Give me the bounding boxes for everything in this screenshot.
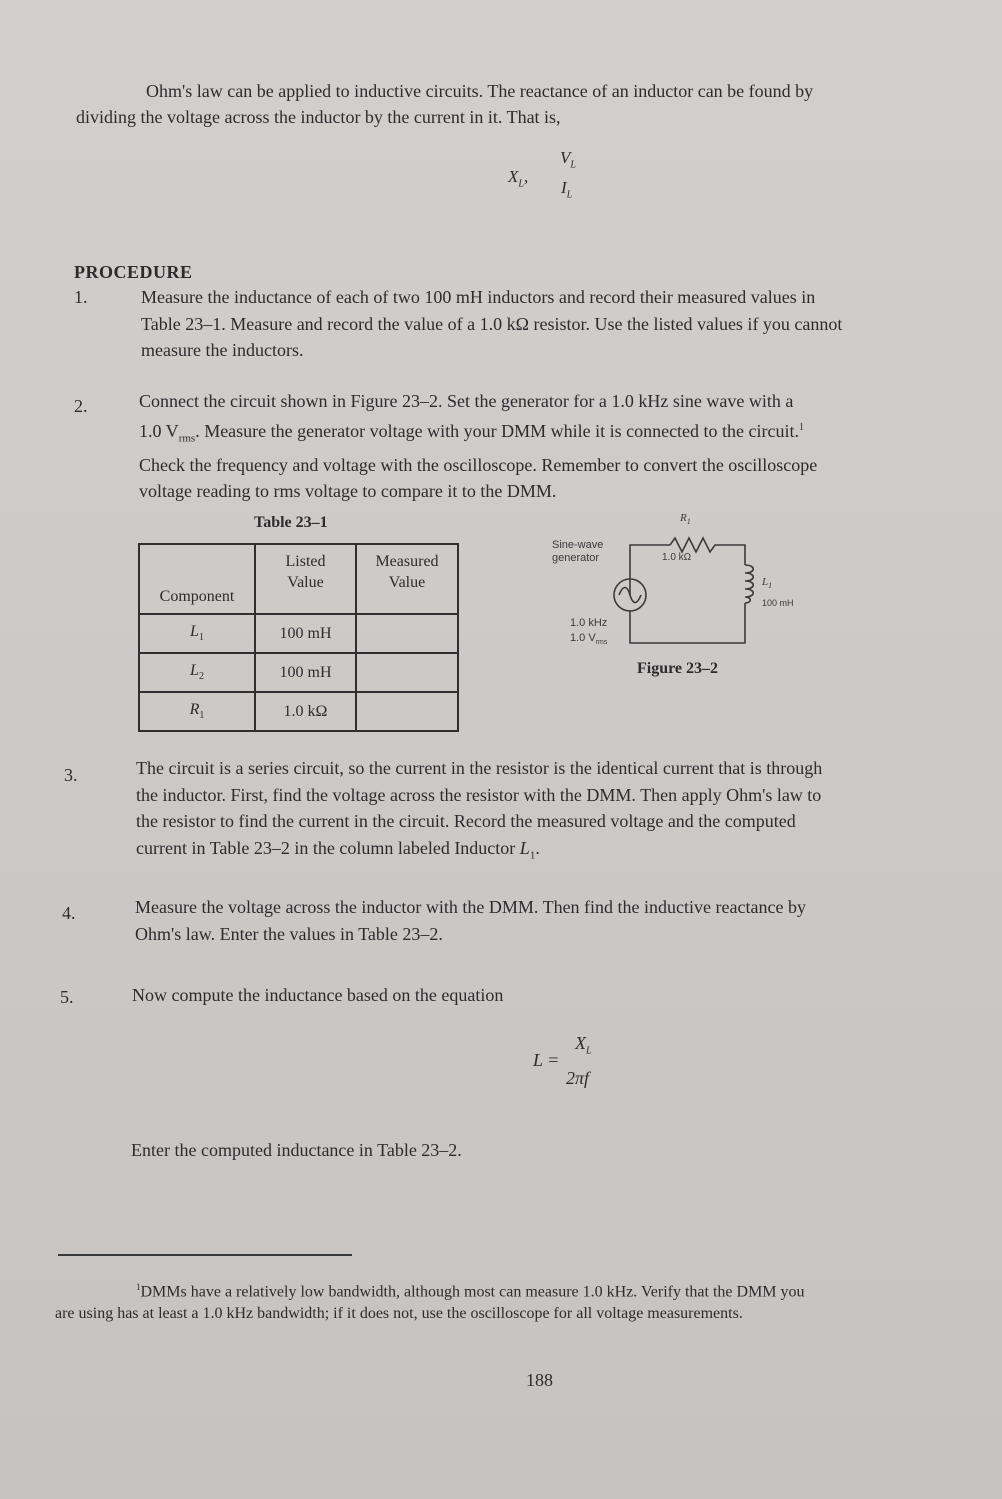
step-4-text: [135, 894, 806, 947]
step-5-line: Now compute the inductance based on the equation: [132, 985, 504, 1005]
footnote-line-1: $^1$DMMs have a relatively low bandwidth, although most can measure 1.0 kHz. Verify that the DMM you: [136, 1282, 805, 1301]
step-4-number: 4.: [62, 903, 76, 923]
step-2-line: Connect the circuit shown in Figure 23–2. Set the generator for a 1.0 kHz sine wave with a: [139, 391, 794, 411]
step-4-line: Measure the voltage across the inductor with the DMM. Then find the inductive reactance by: [135, 897, 806, 917]
cell-listed: 100 mH: [255, 653, 356, 692]
resistor-symbol: [670, 538, 720, 552]
step-2-line: Check the frequency and voltage with the oscilloscope. Remember to convert the oscilloscope: [139, 454, 818, 475]
figure-caption: Figure 23–2: [637, 660, 719, 677]
inductor-label: $L_1$: [762, 576, 773, 590]
cell-measured[interactable]: [356, 692, 458, 731]
step-3-text: [136, 755, 822, 869]
eq2-denominator: 2πf: [566, 1068, 590, 1088]
cell-listed: 1.0 kΩ: [255, 692, 356, 731]
circuit-diagram: [540, 505, 820, 685]
step-5-text: [132, 982, 503, 1009]
cell-component: $R_1$: [139, 692, 255, 731]
step-1-text: [141, 284, 842, 364]
table-row: [139, 692, 458, 731]
footnote-line-2: are using has at least a 1.0 kHz bandwidth; if it does not, use the oscilloscope for all voltage measurements.: [55, 1305, 743, 1322]
inductor-value: 100 mH: [762, 598, 794, 608]
resistor-value: 1.0 kΩ: [662, 552, 692, 563]
table-header-row: [139, 544, 458, 614]
eq1-lhs: $X_L$,: [508, 167, 529, 190]
eq1-numerator: $V_L$: [560, 148, 576, 171]
generator-label-1: Sine-wave: [552, 539, 604, 551]
table-23-1: [138, 543, 459, 732]
step-2-line: voltage reading to rms voltage to compare it to the DMM.: [139, 481, 557, 502]
step-1-line: measure the inductors.: [141, 340, 304, 360]
table-row: [139, 614, 458, 653]
table-row: [139, 653, 458, 692]
wire: [630, 603, 745, 643]
intro-line-1: Ohm's law can be applied to inductive circuits. The reactance of an inductor can be found by: [146, 81, 814, 101]
step-5-number: 5.: [60, 987, 74, 1007]
generator-label-2: generator: [552, 552, 600, 564]
step-1-number: 1.: [74, 287, 88, 307]
eq2-lhs: L =: [533, 1050, 560, 1070]
eq2-numerator: $X_L$: [575, 1033, 592, 1057]
cell-component: $L_1$: [139, 614, 255, 653]
step-1-line: Table 23–1. Measure and record the value of a 1.0 kΩ resistor. Use the listed values if you cannot: [141, 313, 843, 334]
cell-listed: 100 mH: [255, 614, 356, 653]
header-component: Component: [139, 544, 255, 614]
cell-measured[interactable]: [356, 614, 458, 653]
wire: [720, 545, 745, 565]
step-3-line: the inductor. First, find the voltage across the resistor with the DMM. Then apply Ohm's law to: [136, 784, 822, 805]
table-title: Table 23–1: [254, 514, 328, 531]
step-3-line: The circuit is a series circuit, so the current in the resistor is the identical current that is through: [136, 758, 823, 778]
cell-measured[interactable]: [356, 653, 458, 692]
intro-line-2: dividing the voltage across the inductor by the current in it. That is,: [76, 107, 561, 127]
step-4-line: Ohm's law. Enter the values in Table 23–2.: [135, 923, 443, 944]
step-3-line: the resistor to find the current in the circuit. Record the measured voltage and the computed: [136, 811, 796, 831]
procedure-heading: PROCEDURE: [74, 262, 193, 282]
enter-inductance-line: Enter the computed inductance in Table 23–2.: [131, 1140, 462, 1160]
frequency-label: 1.0 kHz: [570, 617, 608, 629]
header-listed: Listed Value: [255, 544, 356, 614]
header-measured: Measured Value: [356, 544, 458, 614]
step-2-text: [139, 388, 817, 505]
step-3-number: 3.: [64, 765, 78, 785]
page-number: 188: [526, 1370, 553, 1390]
step-2-number: 2.: [74, 396, 88, 416]
resistor-label: $R_1$: [680, 512, 691, 526]
cell-component: $L_2$: [139, 653, 255, 692]
step-1-line: Measure the inductance of each of two 100 mH inductors and record their measured values in: [141, 287, 816, 307]
step-3-line: current in Table 23–2 in the column labeled Inductor $L_1$.: [136, 837, 540, 862]
step-2-line: 1.0 $V_{rms}$. Measure the generator voltage with your DMM while it is connected to the circuit.$^1$: [139, 420, 805, 445]
inductor-symbol: [745, 565, 753, 603]
footnote-rule: [58, 1254, 352, 1256]
voltage-label: 1.0 $V_{rms}$: [570, 632, 608, 646]
eq1-denominator: $I_L$: [561, 178, 573, 201]
